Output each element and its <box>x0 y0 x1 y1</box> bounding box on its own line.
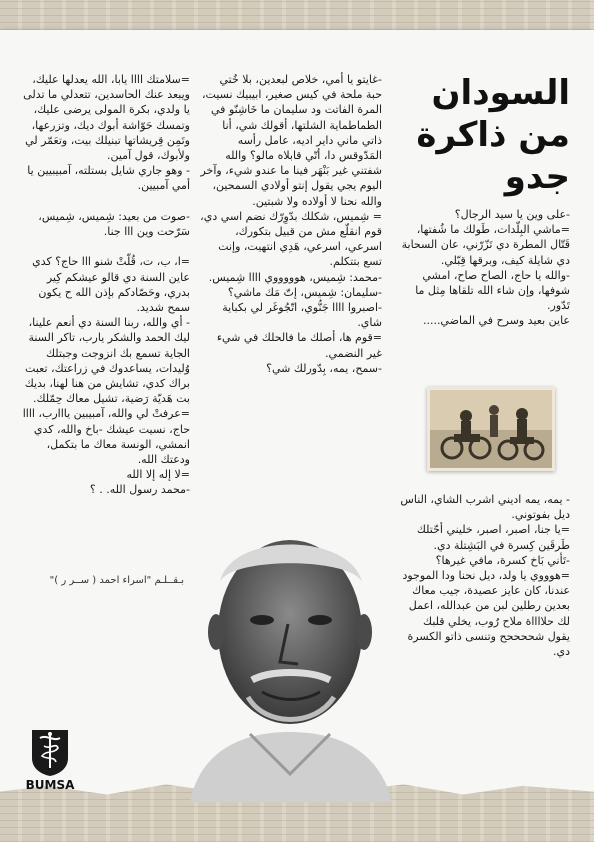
bumsa-caduceus-logo <box>30 728 70 776</box>
page-title: السودان من ذاكرة جدو <box>416 73 570 197</box>
logo-text: BUMSA <box>25 778 75 792</box>
author-credit: بـقــلـم "اسراء احمد ( ســر ر )" <box>49 575 184 586</box>
middle-column-text: -غايتو يا أمي، خلاص لبعدين، بلا خُتي حبة ملحة في كيس صغير، ابيبيك نسيت، المرة الفاتت ود سليمان ما خَاشِنّو في الطماطماية الشلتها، أقولك شي، أنا ذاتي ماني داير اديه، عامل رأسه المَدّوقس دا، أتّي قابلاه مالو؟ والله شفتني غير بَنْهَر فينا ما عندو شيء، وآخر اليوم يجي يقول إنتو أولادي السمحين، والله نحنا لا أولاده ولا شبتين. = شِميس، شكلك بدّوِرّك نضم اسي دي، قوم انقلّع مش من قبيل بتكورك، اسرعي، اسرعي، هَدِي انتهيت، وإنت تسع بتتكلم. -محمد: شِميس، هوووووي اااا شِميس. -سليمان: شِميس، إتّ مَك ماشي؟ -اصبروا اااا جَنُّوي، اتّجُوغَر لي بكباية شاي. =قوم ها، أصلك ما فالحلك في شيء غير النضمي. -سمح، يمه، بِدّورلك شي؟ <box>200 73 382 375</box>
right-column-text-top: -على وين يا سيد الرجال؟ =ماشي البِلّدات، طَولك ما شُفتها، قَتّال المطرة دي تَزّرّني، عان السحابة دي شايلة كيف، وبرقها قِبّلي. -والله يا حاج، الصاح صاح، امشي شوفها، وإن شاء الله تلقاها مِثل ما تَدّور. عاين بعيد وسرح في الماضي..... <box>401 208 570 328</box>
left-column-text: =سلامتك اااا يابا، الله يعدلها عليك، ويبعد عنك الحاسدين، تتعدلي ما تدلى يا ولدي، بكرة المولى يرضى عليك، وتمسك حَوّاشة أبوك ديك، وتزرعها، وتَمِن قِريشاتها تبنيلك بيت، وتعَمّر لي ولأبوك، قول آمين. - وهو جاري شايل بستلته، آمبيبيين يا أمي آمبيين. -صوت من بعيد: شِميس، شِميس، سَرّحت وين ااا جنا. =ا، ب، ت، قُلّتْ شنو ااا حاج؟ كدي عاين السنة دي قالو عيشكم كِير بدري، وحَصّادكم بإذن الله ح يكون سمح شديد. - أي والله، ربنا السنة دي أنعم علينا، ليك الحمد والشكر يارب، تاكر السنة الجاية تسمع بك انزوجت وجبتلك وُليدات، يساعدوك في زراعتك، تعبت براك كدي، تشايش من هنا لهنا، بديك بت هَديّة رَضية، تشيل معاك حِمّلك. =عرفتْ لي والله، آمبيبين يااارب، اااا حاج، نسيت عيشك -باخ والله، كدي انمشي، الونسة معاك ما بتكمل، ودعتك الله. =لا إله إلا الله -محمد رسول الله. . ؟ <box>22 73 190 497</box>
right-column-text-bottom: - يمه، يمه اديني اشرب الشاي، الناس ديل بفوتوني. =يا جنا، اصبر، اصبر، خليني أحّتلك طَرقَين كِسرة في البَشِتلة دي. -تَأني بَاخ كسرة، مافي غيرها؟ =هوووي يا ولد، ديل نحنا ودا الموجود عندنا، كان عايز عصيدة، جيب معاك بعدين رطلين لبن من عبدالله، اعمل لك حلااااة ملاح رُوب، يخلي قلبك يقول شححححح وتنسى ذاتو الكسرة دي. <box>400 493 570 659</box>
bumsa-logo <box>22 728 78 802</box>
vintage-motorcycles-photo <box>427 387 555 471</box>
elder-portrait <box>170 512 410 802</box>
